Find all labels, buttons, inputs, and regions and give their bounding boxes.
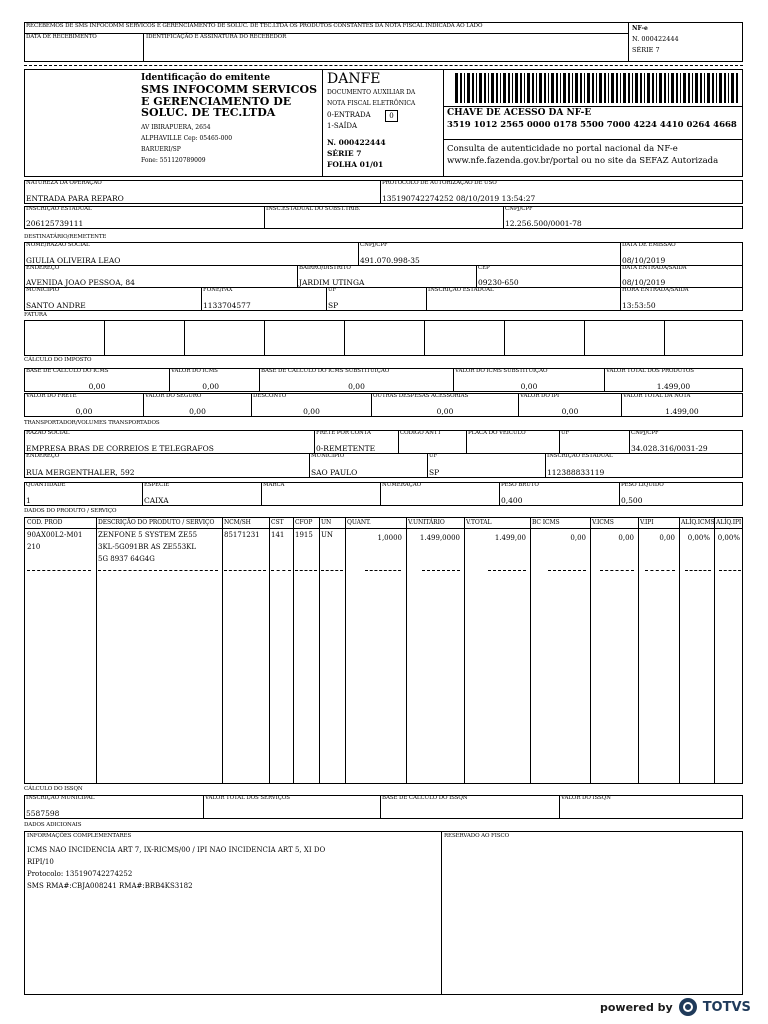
carrier-uf2-label: UF	[429, 453, 438, 459]
tax-freight-value: 0,00	[75, 406, 93, 416]
cep-label: CEP	[478, 265, 490, 271]
recipient-city-cell	[24, 287, 202, 311]
tax-total-note-cell	[621, 393, 743, 417]
tax-discount-cell	[251, 393, 372, 417]
totvs-logo-icon	[679, 998, 697, 1016]
item-aliq-icms: 0,00%	[687, 534, 710, 542]
emitter-label: Identificação do emitente	[141, 73, 271, 83]
tax-other-label: OUTRAS DESPESAS ACESSÓRIAS	[373, 393, 469, 399]
invoice-section: FATURA	[24, 312, 47, 318]
additional-section: DADOS ADICIONAIS	[24, 822, 82, 828]
tax-total-products-value: 1.499,00	[656, 381, 691, 391]
col-qty: QUANT.	[347, 519, 371, 526]
cep-cell	[476, 265, 621, 288]
col-unit: V.UNITÁRIO	[408, 519, 445, 526]
carrier-ie-cell	[545, 453, 743, 478]
carrier-ie-value: 112388833119	[547, 467, 605, 477]
carrier-uf2-cell	[427, 453, 546, 478]
carrier-city-label: MUNICÍPIO	[311, 453, 345, 459]
tax-insurance-cell	[143, 393, 252, 417]
district-label: BAIRRO/DISTRITO	[299, 265, 351, 271]
carrier-city-cell	[309, 453, 428, 478]
barcode	[455, 73, 741, 103]
carrier-brand-cell	[261, 482, 381, 506]
col-ncm: NCM/SH	[224, 519, 251, 526]
issqn-value-label: VALOR DO ISSQN	[561, 795, 611, 801]
fisco-label: RESERVADO AO FISCO	[444, 833, 510, 839]
carrier-species-cell	[142, 482, 262, 506]
item-cfop: 1915	[295, 531, 313, 539]
col-cst: CST	[271, 519, 284, 526]
col-cod: COD. PROD	[27, 519, 63, 526]
additional-line3: Protocolo: 135190742274252	[27, 870, 133, 878]
invoice-box	[24, 320, 743, 356]
carrier-species-value: CAIXA	[144, 495, 169, 505]
issqn-services-cell	[203, 795, 381, 819]
tax-icms-st-cell	[453, 368, 605, 392]
district-cell	[297, 265, 477, 288]
tax-total-products-label: VALOR TOTAL DOS PRODUTOS	[606, 368, 694, 374]
tax-icms-cell	[169, 368, 260, 392]
tax-icms-st-label: VALOR DO ICMS SUBSTITUIÇÃO	[455, 368, 548, 374]
receipt-sign-label: IDENTIFICAÇÃO E ASSINATURA DO RECEBEDOR	[146, 34, 287, 40]
recipient-address-label: ENDEREÇO	[26, 265, 60, 271]
emission-value: 08/10/2019	[622, 255, 666, 265]
item-desc2: 3KL-5G091BR AS ZE553KL	[98, 543, 197, 551]
nature-cell	[24, 180, 381, 204]
danfe-series: SÉRIE 7	[327, 149, 362, 158]
access-key-consult1: Consulta de autenticidade no portal nacional da NF-e	[447, 144, 678, 154]
io-time-cell	[620, 287, 743, 311]
issqn-services-label: VALOR TOTAL DOS SERVIÇOS	[205, 795, 290, 801]
tax-freight-cell	[24, 393, 144, 417]
carrier-antt-label: CÓDIGO ANTT	[400, 430, 442, 436]
carrier-brand-label: MARCA	[263, 482, 285, 488]
tax-icms-label: VALOR DO ICMS	[171, 368, 218, 374]
carrier-freight-value: 0-REMETENTE	[316, 443, 376, 453]
tax-bc-st-cell	[259, 368, 454, 392]
carrier-address-label: ENDEREÇO	[26, 453, 60, 459]
carrier-name-value: EMPRESA BRAS DE CORREIOS E TELEGRAFOS	[26, 443, 214, 453]
carrier-antt-cell	[398, 430, 467, 454]
powered-text: powered by	[600, 1000, 673, 1014]
carrier-cnpj-label: CNPJ/CPF	[631, 430, 659, 436]
totvs-brand: TOTVS	[702, 999, 751, 1015]
protocol-cell	[380, 180, 743, 204]
additional-box	[24, 831, 743, 995]
additional-line2: RIPI/10	[27, 858, 54, 866]
protocol-value: 135190742274252 08/10/2019 13:54:27	[382, 193, 536, 203]
danfe-page: FOLHA 01/01	[327, 160, 384, 169]
ie-cell	[24, 206, 265, 229]
recipient-name-value: GIULIA OLIVEIRA LEAO	[26, 255, 121, 265]
tax-icms-value: 0,00	[202, 381, 219, 391]
tax-section: CÁLCULO DO IMPOSTO	[24, 357, 92, 363]
item-code1: 90AX00L2-M01	[27, 531, 83, 539]
cnpj-cell	[503, 206, 743, 229]
danfe-number: N. 000422444	[327, 138, 386, 147]
col-total: V.TOTAL	[466, 519, 492, 526]
danfe-exit: 1-SAÍDA	[327, 122, 358, 130]
cnpj-label: CNPJ/CPF	[505, 206, 533, 212]
tax-discount-label: DESCONTO	[253, 393, 287, 399]
tax-ipi-cell	[518, 393, 622, 417]
additional-info-label: INFORMAÇÕES COMPLEMENTARES	[27, 833, 132, 839]
access-key-consult2: www.nfe.fazenda.gov.br/portal ou no site da SEFAZ Autorizada	[447, 156, 719, 166]
tax-total-products-cell	[604, 368, 743, 392]
ie-st-label: INSC.ESTADUAL DO SUBST.TRIB.	[266, 206, 361, 212]
item-unit: 1.499,0000	[419, 534, 460, 542]
receipt-box	[24, 22, 743, 62]
carrier-qty-label: QUANTIDADE	[26, 482, 66, 488]
carrier-net-value: 0,500	[621, 495, 643, 505]
tax-total-note-label: VALOR TOTAL DA NOTA	[623, 393, 691, 399]
carrier-numbering-label: NUMERAÇÃO	[382, 482, 421, 488]
item-v-icms: 0,00	[618, 534, 634, 542]
emission-label: DATA DE EMISSÃO	[622, 242, 676, 248]
carrier-uf-cell	[559, 430, 630, 454]
tax-bc-icms-value: 0,00	[88, 381, 106, 391]
carrier-plate-cell	[466, 430, 560, 454]
cep-value: 09230-650	[478, 277, 519, 287]
item-bc-icms: 0,00	[570, 534, 586, 542]
receipt-date-label: DATA DE RECEBIMENTO	[26, 34, 97, 40]
col-desc: DESCRIÇÃO DO PRODUTO / SERVIÇO	[98, 519, 215, 526]
carrier-freight-label: FRETE POR CONTA	[316, 430, 371, 436]
danfe-subtitle1: DOCUMENTO AUXILIAR DA	[327, 89, 416, 96]
ie-value: 206125739111	[26, 218, 84, 228]
carrier-ie-label: INSCRIÇÃO ESTADUAL	[547, 453, 613, 459]
carrier-uf-label: UF	[561, 430, 570, 436]
danfe-entry: 0-ENTRADA	[327, 111, 371, 119]
item-un: UN	[321, 531, 334, 539]
additional-line4: SMS RMA#:CBJA008241 RMA#:BRB4KS3182	[27, 882, 193, 890]
products-section: DADOS DO PRODUTO / SERVIÇO	[24, 508, 117, 514]
carrier-qty-value: 1	[26, 495, 31, 505]
recipient-section: DESTINATÁRIO/REMETENTE	[24, 234, 107, 240]
carrier-numbering-cell	[380, 482, 500, 506]
ie-st-cell	[264, 206, 504, 229]
receipt-nfe-label: NF-e	[632, 25, 648, 32]
io-date-cell	[620, 265, 743, 288]
carrier-section: TRANSPORTADOR/VOLUMES TRANSPORTADOS	[24, 420, 160, 426]
tax-bc-st-label: BASE DE CÁLCULO DO ICMS SUBSTITUIÇÃO	[261, 368, 390, 374]
recipient-cnpj-label: CNPJ/CPF	[360, 242, 388, 248]
recipient-name-label: NOME/RAZÃO SOCIAL	[26, 242, 90, 248]
nature-label: NATUREZA DA OPERAÇÃO	[26, 180, 102, 186]
io-time-value: 13:53:50	[622, 300, 656, 310]
carrier-species-label: ESPÉCIE	[144, 482, 170, 488]
danfe-type-value: 0	[389, 112, 394, 120]
item-desc1: ZENFONE 5 SYSTEM ZE55	[98, 531, 198, 539]
danfe-title: DANFE	[327, 71, 381, 87]
recipient-name-cell	[24, 242, 359, 266]
item-qty: 1,0000	[377, 534, 402, 542]
header-box	[24, 69, 743, 177]
recipient-phone-label: FONE/FAX	[203, 287, 233, 293]
col-aliq-icms: ALÍQ.ICMS	[681, 519, 715, 526]
protocol-label: PROTOCOLO DE AUTORIZAÇÃO DE USO	[382, 180, 497, 186]
tax-bc-icms-cell	[24, 368, 170, 392]
additional-line1: ICMS NAO INCIDENCIA ART 7, IX-RICMS/00 / IPI NAO INCIDENCIA ART 5, XI DO	[27, 846, 326, 854]
tax-total-note-value: 1.499,00	[665, 406, 699, 416]
carrier-qty-cell	[24, 482, 143, 506]
item-v-ipi: 0,00	[659, 534, 675, 542]
carrier-net-cell	[619, 482, 743, 506]
carrier-gross-label: PESO BRUTO	[501, 482, 539, 488]
recipient-cnpj-cell	[358, 242, 621, 266]
access-key-label: CHAVE DE ACESSO DA NF-E	[447, 108, 592, 118]
io-date-label: DATA ENTRADA/SAÍDA	[622, 265, 687, 271]
emitter-city: BARUERI/SP	[141, 146, 181, 153]
recipient-phone-value: 1133704577	[203, 300, 251, 310]
col-cfop: CFOP	[295, 519, 313, 526]
col-un: UN	[321, 519, 332, 526]
recipient-phone-cell	[201, 287, 327, 311]
danfe-subtitle2: NOTA FISCAL ELETRÔNICA	[327, 100, 416, 107]
carrier-gross-cell	[499, 482, 620, 506]
tax-freight-label: VALOR DO FRETE	[26, 393, 77, 399]
emitter-phone: Fone: 551120789009	[141, 157, 206, 164]
io-time-label: HORA ENTRADA/SAÍDA	[622, 287, 689, 293]
recipient-city-label: MUNICÍPIO	[26, 287, 60, 293]
recipient-address-value: AVENIDA JOAO PESSOA, 84	[26, 277, 135, 287]
carrier-address-value: RUA MERGENTHALER, 592	[26, 467, 135, 477]
danfe-type-box	[385, 110, 398, 122]
issqn-value-cell	[559, 795, 743, 819]
issqn-im-value: 5587598	[26, 808, 60, 818]
issqn-im-label: INSCRIÇÃO MUNICIPAL	[26, 795, 95, 801]
tax-insurance-value: 0,00	[189, 406, 206, 416]
item-desc3: 5G 8937 64G4G	[98, 555, 155, 563]
emitter-address1: AV IBIRAPUERA, 2654	[141, 124, 211, 131]
carrier-name-label: RAZÃO SOCIAL	[26, 430, 70, 436]
issqn-base-label: BASE DE CÁLCULO DO ISSQN	[382, 795, 468, 801]
receipt-nfe-number: N. 000422444	[632, 35, 679, 43]
item-ncm: 85171231	[224, 531, 260, 539]
item-total: 1.499,00	[494, 534, 526, 542]
recipient-ie-label: INSCRIÇÃO ESTADUAL	[428, 287, 494, 293]
tax-ipi-value: 0,00	[561, 406, 579, 416]
carrier-net-label: PESO LÍQUIDO	[621, 482, 664, 488]
recipient-uf-cell	[326, 287, 427, 311]
emitter-name: SMS INFOCOMM SERVICOS E GERENCIAMENTO DE SOLUC. DE TEC.LTDA	[141, 83, 318, 119]
recipient-ie-cell	[426, 287, 621, 311]
district-value: JARDIM UTINGA	[299, 277, 365, 287]
tax-discount-value: 0,00	[303, 406, 320, 416]
issqn-im-cell	[24, 795, 204, 819]
carrier-cnpj-value: 34.028.316/0031-29	[631, 443, 708, 453]
cnpj-value: 12.256.500/0001-78	[505, 218, 582, 228]
tax-other-value: 0,00	[436, 406, 454, 416]
nature-value: ENTRADA PARA REPARO	[26, 193, 124, 203]
col-bc-icms: BC ICMS	[532, 519, 560, 526]
carrier-name-cell	[24, 430, 315, 454]
ie-label: INSCRIÇÃO ESTADUAL	[26, 206, 92, 212]
io-date-value: 08/10/2019	[622, 277, 666, 287]
recipient-address-cell	[24, 265, 298, 288]
item-aliq-ipi: 0,00%	[717, 534, 740, 542]
carrier-city-value: SAO PAULO	[311, 467, 358, 477]
carrier-uf2-value: SP	[429, 467, 440, 477]
powered-by	[600, 997, 751, 1017]
carrier-gross-value: 0,400	[501, 495, 523, 505]
emitter-address2: ALPHAVILLE Cep: 05465-000	[141, 135, 233, 142]
products-table	[24, 517, 743, 784]
issqn-base-cell	[380, 795, 560, 819]
recipient-cnpj-value: 491.070.998-35	[360, 255, 420, 265]
recipient-uf-label: UF	[328, 287, 337, 293]
col-aliq-ipi: ALÍQ.IPI	[716, 519, 742, 526]
tax-bc-icms-label: BASE DE CÁLCULO DO ICMS	[26, 368, 109, 374]
col-v-ipi: V.IPI	[640, 519, 654, 526]
carrier-address-cell	[24, 453, 310, 478]
col-v-icms: V.ICMS	[592, 519, 614, 526]
item-cst: 141	[271, 531, 285, 539]
tax-other-cell	[371, 393, 519, 417]
tax-insurance-label: VALOR DO SEGURO	[145, 393, 202, 399]
tax-icms-st-value: 0,00	[520, 381, 538, 391]
carrier-cnpj-cell	[629, 430, 743, 454]
carrier-freight-cell	[314, 430, 399, 454]
issqn-section: CÁLCULO DO ISSQN	[24, 786, 83, 792]
tax-bc-st-value: 0,00	[348, 381, 365, 391]
access-key-value: 3519 1012 2565 0000 0178 5500 7000 4224 4410 0264 4668	[447, 120, 737, 130]
recipient-uf-value: SP	[328, 300, 339, 310]
recipient-city-value: SANTO ANDRE	[26, 300, 86, 310]
tax-ipi-label: VALOR DO IPI	[520, 393, 560, 399]
emission-cell	[620, 242, 743, 266]
receipt-nfe-series: SÉRIE 7	[632, 46, 660, 54]
carrier-plate-label: PLACA DO VEÍCULO	[468, 430, 526, 436]
item-code2: 210	[27, 543, 41, 551]
receipt-text: RECEBEMOS DE SMS INFOCOMM SERVICOS E GERENCIAMENTO DE SOLUC. DE TEC.LTDA OS PRODUTOS CONSTANTES DA NOTA FISCAL INDICADA AO LADO	[26, 23, 483, 29]
